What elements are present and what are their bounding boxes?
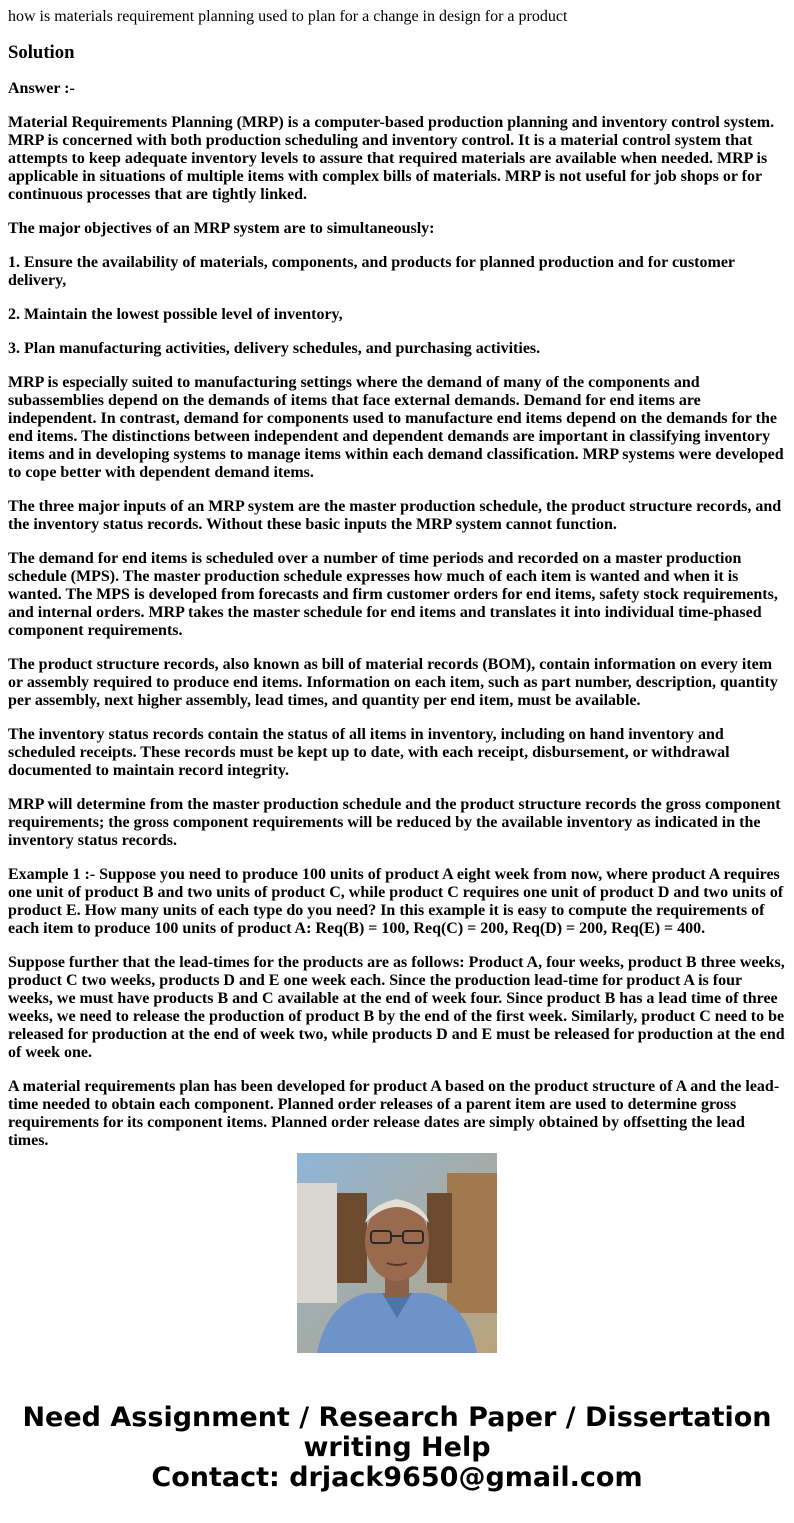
promo-footer (0, 1403, 794, 1493)
objective-3: 3. Plan manufacturing activities, delivery schedules, and purchasing activities. (8, 340, 541, 357)
paragraph-example-1: Example 1 :- Suppose you need to produce 100 units of product A eight week from now, where product A requires one unit of product B and two units of product C, while product C requires one unit of product D and two units of product E. How many units of each type do you need? In this example it is easy to compute the requirements of each item to produce 100 units of product A: Req(B) = 100, Req(C) = 200, Req(D) = 200, Req(E) = 400. (8, 866, 784, 937)
paragraph-objectives-intro: The major objectives of an MRP system are to simultaneously: (8, 220, 435, 237)
author-avatar (297, 1153, 497, 1353)
paragraph-lead-times: Suppose further that the lead-times for the products are as follows: Product A, four weeks, product B three weeks, product C two weeks, products D and E one week each. Since the production lead-time for product A is four weeks, we must have products B and C available at the end of week four. Since product B has a lead time of three weeks, we need to release the production of product B by the end of the first week. Similarly, product C need to be released for production at the end of week two, while products D and E must be released for production at the end of week one. (8, 954, 785, 1061)
answer-content (8, 7, 786, 1149)
paragraph-mrp-definition: Material Requirements Planning (MRP) is a computer-based production planning and inventory control system. MRP is concerned with both production scheduling and inventory control. It is a material control system that attempts to keep adequate inventory levels to assure that required materials are available when needed. MRP is applicable in situations of multiple items with complex bills of materials. MRP is not useful for job shops or for continuous processes that are tightly linked. (8, 114, 775, 203)
contact-email: Contact: drjack9650@gmail.com (151, 1462, 643, 1493)
paragraph-bom: The product structure records, also known as bill of material records (BOM), contain information on every item or assembly required to produce end items. Information on each item, such as part number, description, quantity per assembly, next higher assembly, lead times, and quantity per end item, must be available. (8, 656, 778, 709)
question-text: how is materials requirement planning used to plan for a change in design for a product (8, 8, 568, 25)
promo-headline: Need Assignment / Research Paper / Dissertation writing Help (22, 1402, 772, 1463)
paragraph-inventory-status: The inventory status records contain the status of all items in inventory, including on hand inventory and scheduled receipts. These records must be kept up to date, with each receipt, disbursement, or withdrawal documented to maintain record integrity. (8, 726, 730, 779)
paragraph-material-plan: A material requirements plan has been developed for product A based on the product structure of A and the lead-time needed to obtain each component. Planned order releases of a parent item are used to determine gross requirements for its component items. Planned order release dates are simply obtained by offsetting the lead times. (8, 1078, 780, 1149)
objective-2: 2. Maintain the lowest possible level of inventory, (8, 306, 343, 323)
paragraph-gross-requirements: MRP will determine from the master production schedule and the product structure records the gross component requirements; the gross component requirements will be reduced by the available inventory as indicated in the inventory status records. (8, 796, 781, 849)
answer-label: Answer :- (8, 80, 75, 97)
paragraph-mps: The demand for end items is scheduled over a number of time periods and recorded on a master production schedule (MPS). The master production schedule expresses how much of each item is wanted and when it is wanted. The MPS is developed from forecasts and firm customer orders for end items, safety stock requirements, and internal orders. MRP takes the master schedule for end items and translates it into individual time-phased component requirements. (8, 550, 778, 639)
paragraph-major-inputs: The three major inputs of an MRP system are the master production schedule, the product structure records, and the inventory status records. Without these basic inputs the MRP system cannot function. (8, 498, 782, 533)
objective-1: 1. Ensure the availability of materials, components, and products for planned production and for customer delivery, (8, 254, 735, 289)
solution-heading: Solution (8, 42, 75, 63)
paragraph-dependent-demand: MRP is especially suited to manufacturing settings where the demand of many of the components and subassemblies depend on the demands of items that face external demands. Demand for end items are independent. In contrast, demand for components used to manufacture end items depend on the demands for the end items. The distinctions between independent and dependent demands are important in classifying inventory items and in developing systems to manage items within each demand classification. MRP systems were developed to cope better with dependent demand items. (8, 374, 784, 481)
